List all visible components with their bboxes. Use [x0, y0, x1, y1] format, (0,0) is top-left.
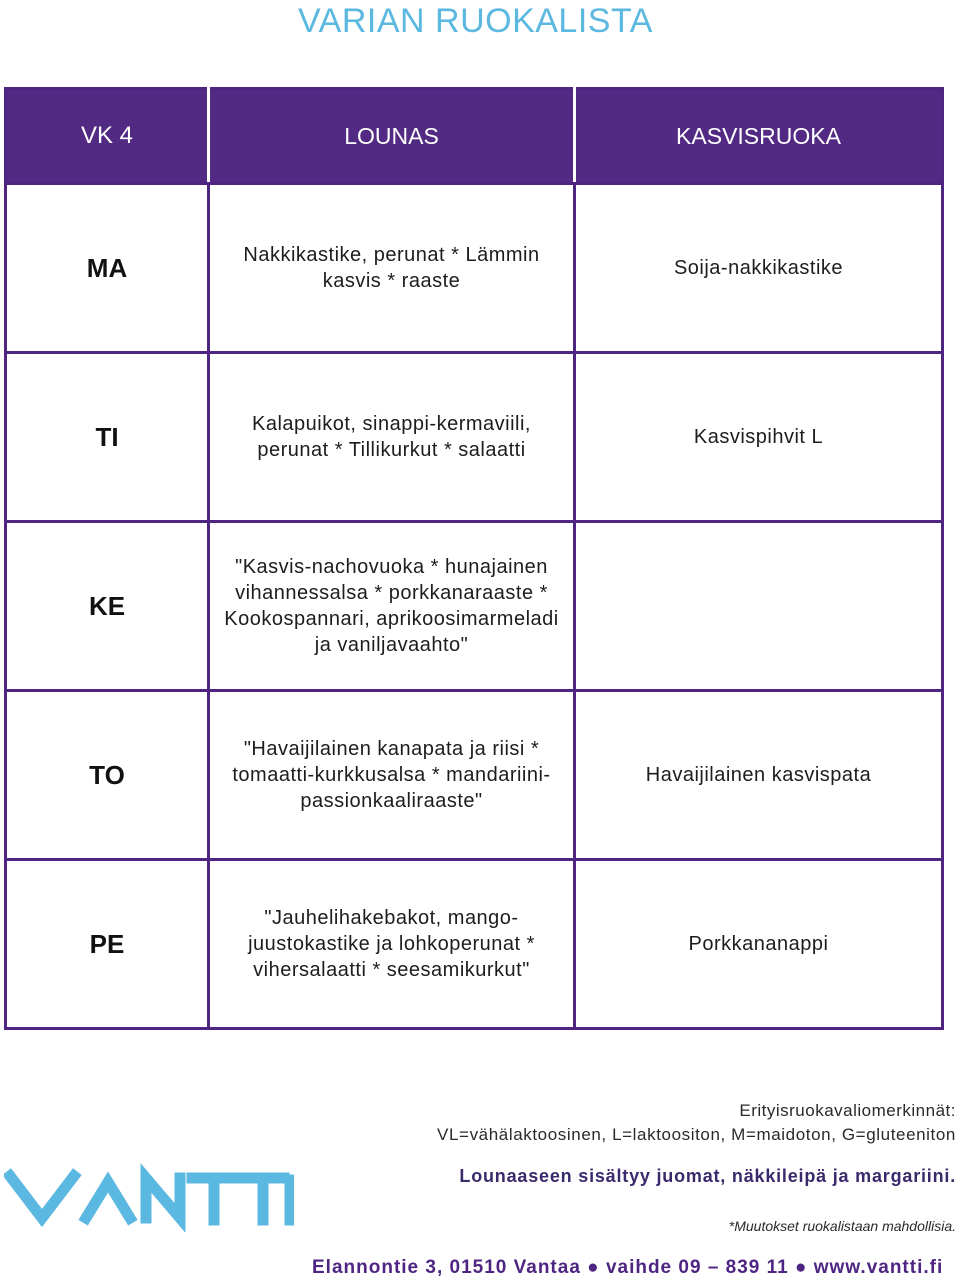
vegetarian-cell: Havaijilainen kasvispata	[575, 691, 943, 860]
vantti-logo	[4, 1160, 294, 1232]
table-row	[6, 184, 943, 353]
header-row	[6, 89, 943, 184]
day-cell: MA	[6, 184, 209, 353]
lunch-cell: Nakkikastike, perunat * Lämmin kasvis * raaste	[209, 184, 575, 353]
lunch-cell: Kalapuikot, sinappi-kermaviili, perunat * Tillikurkut * salaatti	[209, 353, 575, 522]
table-row	[6, 860, 943, 1029]
lunch-cell: "Havaijilainen kanapata ja riisi * tomaatti-kurkkusalsa * mandariini-passionkaaliraaste"	[209, 691, 575, 860]
footer-phone: vaihde 09 – 839 11	[605, 1257, 789, 1278]
footer-contact	[312, 1257, 943, 1279]
lunch-cell: "Kasvis-nachovuoka * hunajainen vihannessalsa * porkkanaraaste * Kookospannari, aprikoosimarmeladi ja vaniljavaahto"	[209, 522, 575, 691]
vegetarian-cell: Soija-nakkikastike	[575, 184, 943, 353]
diet-notes-title: Erityisruokavaliomerkinnät:	[739, 1101, 956, 1120]
vegetarian-header: KASVISRUOKA	[575, 89, 943, 184]
table-row	[6, 691, 943, 860]
lunch-cell: "Jauhelihakebakot, mango-juustokastike ja lohkoperunat * vihersalaatti * seesamikurkut"	[209, 860, 575, 1029]
vegetarian-cell	[575, 522, 943, 691]
vegetarian-cell: Porkkananappi	[575, 860, 943, 1029]
menu-table	[4, 87, 944, 1030]
bullet-icon: ●	[587, 1257, 606, 1278]
diet-legend: VL=vähälaktoosinen, L=laktoositon, M=maidoton, G=gluteeniton	[437, 1125, 956, 1144]
footer-website[interactable]: www.vantti.fi	[813, 1257, 944, 1278]
table-row	[6, 353, 943, 522]
table-row	[6, 522, 943, 691]
footer-address: Elannontie 3, 01510 Vantaa	[312, 1257, 581, 1278]
week-header: VK 4	[6, 89, 209, 184]
vegetarian-cell: Kasvispihvit L	[575, 353, 943, 522]
changes-note: *Muutokset ruokalistaan mahdollisia.	[728, 1218, 956, 1234]
day-cell: TI	[6, 353, 209, 522]
page-title: VARIAN RUOKALISTA	[298, 2, 653, 40]
bullet-icon: ●	[795, 1257, 814, 1278]
lunch-header: LOUNAS	[209, 89, 575, 184]
lunch-includes-note: Lounaaseen sisältyy juomat, näkkileipä ja margariini.	[459, 1166, 956, 1186]
day-cell: KE	[6, 522, 209, 691]
day-cell: PE	[6, 860, 209, 1029]
day-cell: TO	[6, 691, 209, 860]
